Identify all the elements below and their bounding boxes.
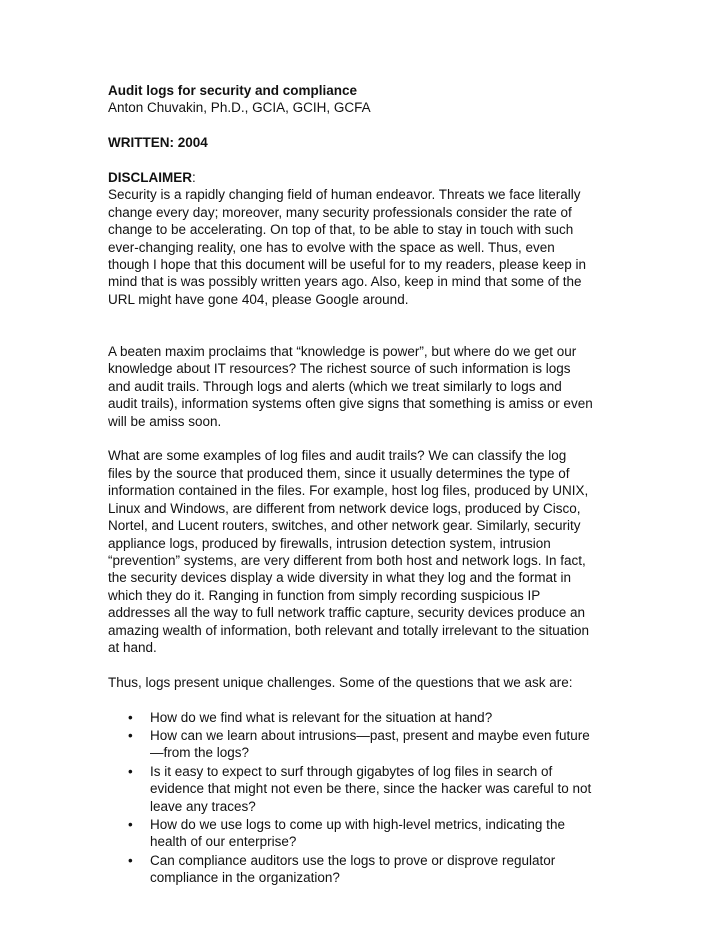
disclaimer-line: URL might have gone 404, please Google around. xyxy=(108,291,409,307)
list-item xyxy=(108,727,628,762)
list-item-line: Is it easy to expect to surf through gigabytes of log files in search of xyxy=(150,763,553,779)
list-item-line: How can we learn about intrusions—past, present and maybe even future xyxy=(150,727,590,743)
disclaimer-text xyxy=(108,186,628,308)
paragraph-challenges xyxy=(108,674,628,691)
bullet-icon: • xyxy=(128,816,133,832)
list-item-line: compliance in the organization? xyxy=(150,870,340,886)
paragraph-line: Nortel, and Lucent routers, switches, and other network gear. Similarly, security xyxy=(108,518,581,534)
list-item-line: How do we find what is relevant for the situation at hand? xyxy=(150,709,493,725)
paragraph-log-examples xyxy=(108,447,628,656)
paragraph-line: Thus, logs present unique challenges. Some of the questions that we ask are: xyxy=(108,674,573,690)
question-list xyxy=(108,709,628,887)
list-item-line: —from the logs? xyxy=(150,745,250,761)
paragraph-knowledge xyxy=(108,343,628,430)
paragraph-line: files by the source that produced them, since it usually determines the type of xyxy=(108,465,570,481)
disclaimer-label: DISCLAIMER xyxy=(108,170,192,185)
paragraph-line: “prevention” systems, are very different from both host and network logs. In fact, xyxy=(108,552,586,568)
bullet-icon: • xyxy=(128,763,133,779)
written-date: WRITTEN: 2004 xyxy=(108,135,208,151)
list-item-line: leave any traces? xyxy=(150,798,256,814)
bullet-icon: • xyxy=(128,852,133,868)
paragraph-line: at hand. xyxy=(108,639,157,655)
paragraph-line: Linux and Windows, are different from network device logs, produced by Cisco, xyxy=(108,500,581,516)
paragraph-line: and audit trails. Through logs and alerts (which we treat similarly to logs and xyxy=(108,378,562,394)
paragraph-line: information contained in the files. For example, host log files, produced by UNIX, xyxy=(108,483,589,499)
disclaimer-line: change to be accelerating. On top of that, to be able to stay in touch with such xyxy=(108,222,574,238)
list-item-line: health of our enterprise? xyxy=(150,834,297,850)
bullet-icon: • xyxy=(128,709,133,725)
disclaimer-line: though I hope that this document will be useful for to my readers, please keep in xyxy=(108,257,587,273)
document-title: Audit logs for security and compliance xyxy=(108,83,358,98)
disclaimer-heading xyxy=(108,169,628,186)
bullet-icon: • xyxy=(128,727,133,743)
disclaimer-line: mind that is was possibly written years ago. Also, keep in mind that some of the xyxy=(108,274,582,290)
paragraph-line: will be amiss soon. xyxy=(108,413,222,429)
paragraph-line: the security devices display a wide diversity in what they log and the format in xyxy=(108,570,571,586)
paragraph-line: addresses all the way to full network traffic capture, security devices produce an xyxy=(108,605,585,621)
list-item-line: evidence that might not even be there, since the hacker was careful to not xyxy=(150,781,592,797)
document-page xyxy=(108,82,628,887)
disclaimer-line: Security is a rapidly changing field of human endeavor. Threats we face literally xyxy=(108,187,581,203)
paragraph-line: amazing wealth of information, both relevant and totally irrelevant to the situation xyxy=(108,622,590,638)
paragraph-line: appliance logs, produced by firewalls, intrusion detection system, intrusion xyxy=(108,535,551,551)
disclaimer-line: ever-changing reality, one has to evolve with the space as well. Thus, even xyxy=(108,239,555,255)
list-item-line: How do we use logs to come up with high-level metrics, indicating the xyxy=(150,816,565,832)
paragraph-line: knowledge about IT resources? The richest source of such information is logs xyxy=(108,361,571,377)
list-item xyxy=(108,852,628,887)
disclaimer-line: change every day; moreover, many security professionals consider the rate of xyxy=(108,204,572,220)
list-item xyxy=(108,763,628,815)
paragraph-line: What are some examples of log files and audit trails? We can classify the log xyxy=(108,448,567,464)
disclaimer-colon: : xyxy=(192,170,196,185)
author-line: Anton Chuvakin, Ph.D., GCIA, GCIH, GCFA xyxy=(108,100,371,116)
list-item-line: Can compliance auditors use the logs to prove or disprove regulator xyxy=(150,852,556,868)
list-item xyxy=(108,709,628,726)
paragraph-line: A beaten maxim proclaims that “knowledge is power”, but where do we get our xyxy=(108,344,577,360)
list-item xyxy=(108,816,628,851)
paragraph-line: which they do it. Ranging in function from simply recording suspicious IP xyxy=(108,587,541,603)
paragraph-line: audit trails), information systems often give signs that something is amiss or even xyxy=(108,396,593,412)
